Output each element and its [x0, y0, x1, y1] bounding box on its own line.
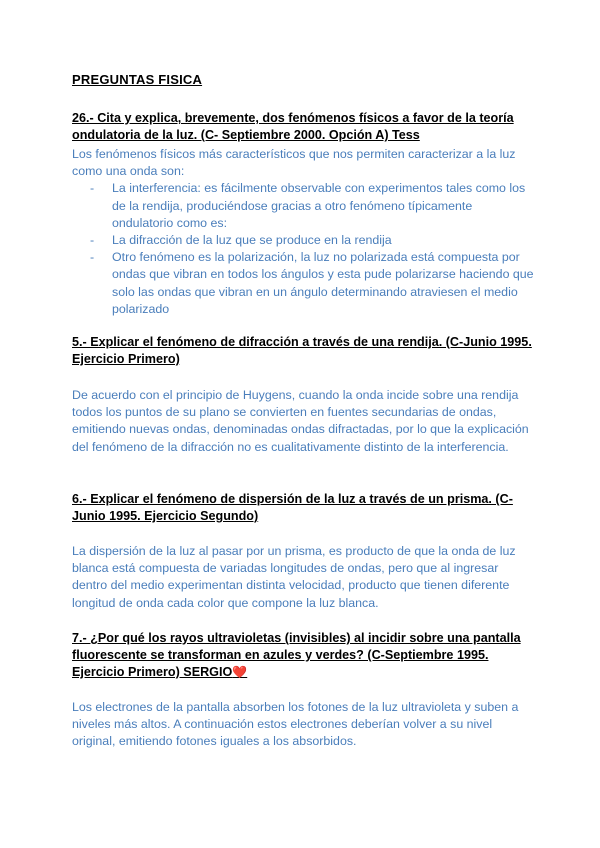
question-7	[72, 630, 532, 681]
list-item	[72, 232, 534, 249]
answer-26-bullets	[72, 180, 534, 318]
answer-26	[72, 146, 534, 318]
question-5: 5.- Explicar el fenómeno de difracción a través de una rendija. (C-Junio 1995. Ejercicio Primero)	[72, 335, 532, 366]
question-26: 26.- Cita y explica, brevemente, dos fenómenos físicos a favor de la teoría ondulatoria de la luz. (C- Septiembre 2000. Opción A) Tess	[72, 111, 514, 142]
answer-5: De acuerdo con el principio de Huygens, cuando la onda incide sobre una rendija todos los puntos de su plano se convierten en fuentes secundarias de ondas, emitiendo nuevas ondas, denominadas ondas difractadas, por lo que la explicación del fenómeno de la difracción no es cualitativamente distinto de la interferencia.	[72, 388, 529, 454]
answer-26-intro: Los fenómenos físicos más característicos que nos permiten caracterizar a la luz como una onda son:	[72, 147, 516, 179]
question-7-text: 7.- ¿Por qué los rayos ultravioletas (invisibles) al incidir sobre una pantalla fluorescente se transforman en azules y verdes? (C-Septiembre 1995. Ejercicio Primero) SERGIO	[72, 631, 521, 679]
list-item	[72, 180, 534, 232]
answer-7: Los electrones de la pantalla absorben los fotones de la luz ultravioleta y suben a niveles más altos. A continuación estos electrones deberían volver a su nivel original, emitiendo fotones iguales a los absorbidos.	[72, 700, 519, 749]
bullet-dash: -	[90, 181, 95, 196]
answer-6: La dispersión de la luz al pasar por un prisma, es producto de que la onda de luz blanca está compuesta de variadas longitudes de ondas, pero que al ingresar dentro del medio experimentan distinta velocidad, producto que tienen diferente longitud de onda cada color que compone la luz blanca.	[72, 544, 516, 610]
page-title: PREGUNTAS FISICA	[72, 72, 203, 87]
bullet-text: La difracción de la luz que se produce en la rendija	[112, 233, 392, 248]
bullet-text: Otro fenómeno es la polarización, la luz no polarizada está compuesta por ondas que vibran en todos los ángulos y esta pude polarizarse haciendo que solo las ondas que vibran en un ángulo determinando atraviesen el medio polarizado	[112, 250, 534, 316]
list-item	[72, 249, 534, 318]
heart-icon: ❤️	[232, 665, 248, 679]
bullet-text: La interferencia: es fácilmente observable con experimentos tales como los de la rendija, produciéndose gracias a otro fenómeno típicamente ondulatorio como es:	[112, 181, 526, 230]
bullet-dash: -	[90, 233, 95, 248]
question-6: 6.- Explicar el fenómeno de dispersión de la luz a través de un prisma. (C-Junio 1995. Ejercicio Segundo)	[72, 492, 513, 523]
bullet-dash: -	[90, 250, 95, 265]
